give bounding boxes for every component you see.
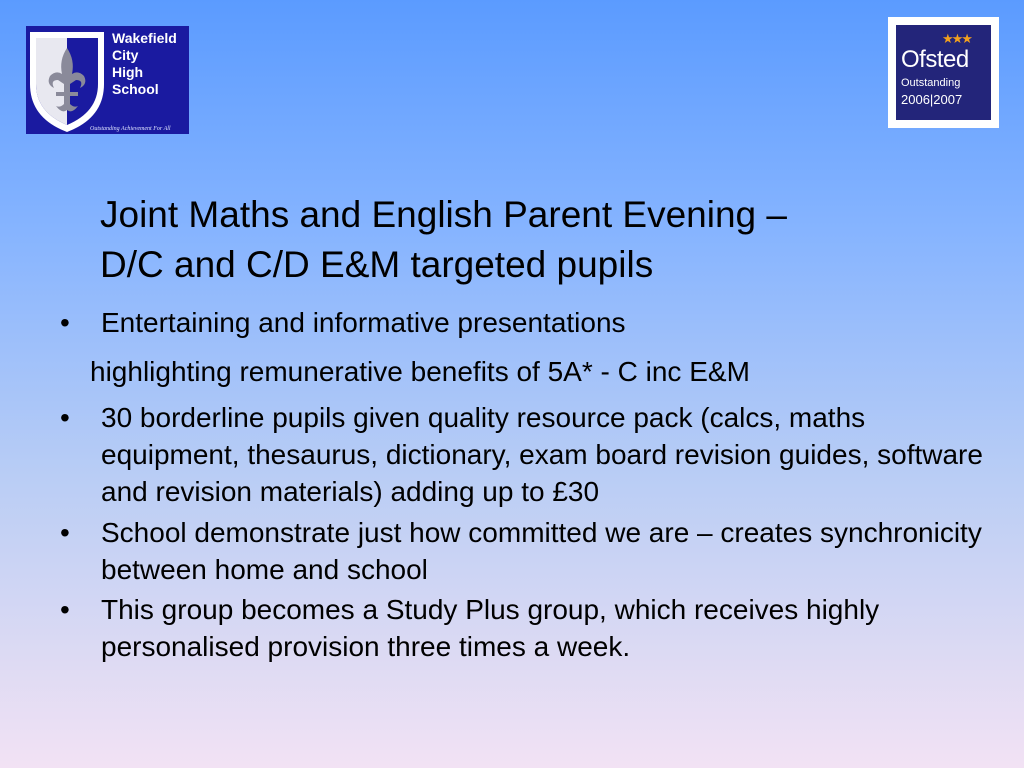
bullet-text: Entertaining and informative presentations [101, 307, 626, 338]
bullet-item [0, 591, 1000, 665]
ofsted-rating: Outstanding [901, 77, 961, 89]
school-logo [26, 26, 189, 134]
school-name-line: Wakefield [112, 30, 177, 46]
ofsted-stars-icon: ★★★ [942, 31, 971, 46]
ofsted-badge [896, 25, 991, 120]
bullet-text: highlighting remunerative benefits of 5A* - C inc E&M [90, 356, 750, 387]
school-name-line: City [112, 47, 139, 63]
school-motto: Outstanding Achievement For All [90, 126, 171, 132]
bullet-icon: • [60, 594, 70, 625]
ofsted-logo [888, 17, 999, 128]
bullet-icon: • [60, 402, 70, 433]
bullet-text: School demonstrate just how committed we are – creates synchronicity between home and school [101, 517, 982, 585]
school-name-line: High [112, 64, 144, 80]
ofsted-years: 2006|2007 [901, 92, 963, 107]
bullet-icon: • [60, 517, 70, 548]
ofsted-wordmark: Ofsted [901, 46, 969, 73]
bullet-text: This group becomes a Study Plus group, which receives highly personalised provision three times a week. [101, 594, 880, 662]
bullet-item [0, 514, 1000, 588]
bullet-list [0, 304, 1000, 665]
slide-title-line: Joint Maths and English Parent Evening – [100, 194, 787, 235]
bullet-text: 30 borderline pupils given quality resource pack (calcs, maths equipment, thesaurus, dictionary, exam board revision guides, software and revision materials) adding up to £30 [101, 402, 983, 507]
slide-title [100, 190, 980, 290]
school-name-line: School [112, 81, 159, 97]
bullet-continuation [0, 353, 1000, 390]
bullet-icon: • [60, 307, 70, 338]
slide-title-line: D/C and C/D E&M targeted pupils [100, 244, 654, 285]
bullet-item [0, 304, 1000, 341]
bullet-item [0, 399, 1000, 510]
school-name [112, 30, 177, 98]
